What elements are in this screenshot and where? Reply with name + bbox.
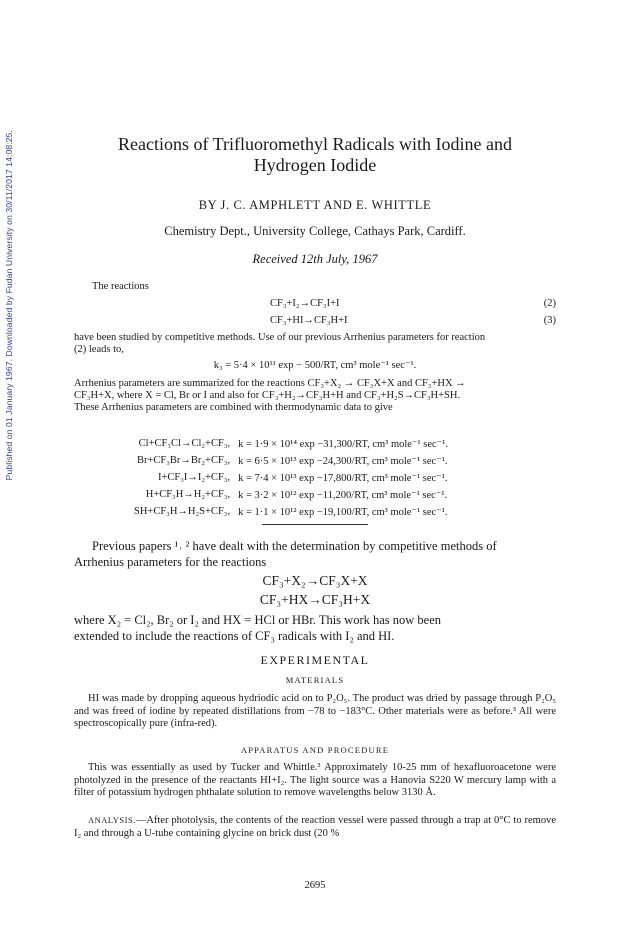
abstract-text-2a: Arrhenius parameters are summarized for the reactions CF₃+X₂ → CF₃X+X and CF₃+HX → [74, 378, 466, 389]
table-row [134, 452, 452, 469]
intro-paragraph-2 [74, 612, 556, 644]
intro-line-3: where X₂ = Cl₂, Br₂ or I₂ and HX = HCl or HBr. This work has now been [74, 613, 442, 627]
authors: BY J. C. AMPHLETT AND E. WHITTLE [198, 198, 432, 212]
abstract-intro: The reactions [92, 281, 149, 292]
paper-title [74, 134, 556, 176]
table-row [134, 503, 452, 520]
rate-reaction: H+CF₃H→H₂+CF₃, [145, 489, 231, 500]
reaction-2-number: (2) [543, 298, 556, 309]
abstract-divider [262, 524, 368, 525]
rate-expression: k = 1·9 × 10¹⁴ exp −31,300/RT, cm³ mole⁻¹ sec⁻¹. [238, 438, 448, 450]
materials-heading: MATERIALS [285, 675, 345, 685]
rate-expression: k = 3·2 × 10¹² exp −11,200/RT, cm³ mole⁻¹ sec⁻¹. [238, 489, 448, 501]
table-row [134, 435, 452, 452]
received-date: Received 12th July, 1967 [252, 252, 378, 266]
affiliation: Chemistry Dept., University College, Cathays Park, Cardiff. [164, 224, 466, 238]
analysis-paragraph [74, 814, 556, 840]
rate-expression: k = 7·4 × 10¹³ exp −17,800/RT, cm³ mole⁻¹ sec⁻¹. [238, 472, 448, 484]
k3-expression: k₃ = 5·4 × 10¹¹ exp − 500/RT, cm³ mole⁻¹ sec⁻¹. [213, 360, 417, 371]
intro-equation-1: CF₃+X₂→CF₃X+X [262, 573, 368, 588]
title-line-1: Reactions of Trifluoromethyl Radicals with Iodine and [118, 134, 512, 154]
intro-paragraph-1 [74, 538, 556, 570]
experimental-heading: EXPERIMENTAL [260, 653, 370, 667]
rate-reaction: SH+CF₃H→H₂S+CF₃, [134, 506, 231, 517]
apparatus-heading: APPARATUS AND PROCEDURE [240, 745, 390, 755]
analysis-text: —After photolysis, the contents of the reaction vessel were passed through a trap at 0°C to remove I₂ and through a U-tube containing glycine on brick dust (20 % [74, 815, 556, 839]
rate-constant-table [134, 435, 452, 520]
intro-line-2: Arrhenius parameters for the reactions [74, 555, 267, 569]
rate-reaction: Br+CF₃Br→Br₂+CF₃, [136, 455, 231, 466]
title-line-2: Hydrogen Iodide [253, 155, 377, 175]
materials-paragraph: HI was made by dropping aqueous hydriodic acid on to P₂O₅. The product was dried by passage through P₂O₅ and was freed of iodine by repeated distillations from −78 to −183°C. Other materials were as before.³ All were spectroscopically pure (infra-red). [74, 693, 556, 729]
rate-expression: k = 6·5 × 10¹³ exp −24,300/RT, cm³ mole⁻¹ sec⁻¹. [238, 455, 448, 467]
abstract-text-1b: (2) leads to, [74, 344, 124, 355]
reaction-3-equation: CF₃+HI→CF₃H+I [270, 315, 348, 326]
intro-line-4: extended to include the reactions of CF₃ radicals with I₂ and HI. [74, 629, 395, 643]
rate-reaction: Cl+CF₃Cl→Cl₂+CF₃, [138, 438, 231, 449]
abstract-text-2b: CF₃H+X, where X = Cl, Br or I and also for CF₃+H₂→CF₃H+H and CF₃+H₂S→CF₃H+SH. [74, 390, 461, 401]
reaction-2 [270, 298, 556, 309]
abstract-text-1a: have been studied by competitive methods. Use of our previous Arrhenius parameters for reaction [74, 332, 486, 343]
download-watermark: Published on 01 January 1967. Downloaded by Fudan University on 30/11/2017 14:08:25. [4, 130, 14, 481]
page-number: 2695 [304, 880, 326, 891]
reaction-3-number: (3) [543, 315, 556, 326]
apparatus-paragraph: This was essentially as used by Tucker and Whittle.³ Approximately 10-25 mm of hexafluoroacetone were photolyzed in the presence of the reactants HI+I₂. The light source was a Hanovia S220 W mercury lamp with a filter of potassium hydrogen phthalate solution to remove wavelengths below 3130 Å. [74, 762, 556, 798]
reaction-3 [270, 315, 556, 326]
rate-expression: k = 1·1 × 10¹² exp −19,100/RT, cm³ mole⁻¹ sec⁻¹. [238, 506, 448, 518]
abstract-text-1 [74, 332, 556, 356]
abstract-text-2 [74, 378, 556, 414]
rate-reaction: I+CF₃I→I₂+CF₃, [157, 472, 231, 483]
abstract-text-2c: These Arrhenius parameters are combined with thermodynamic data to give [74, 402, 393, 413]
reaction-2-equation: CF₃+I₂→CF₃I+I [270, 298, 340, 309]
table-row [134, 486, 452, 503]
intro-line-1: Previous papers ¹˒ ² have dealt with the determination by competitive methods of [92, 539, 497, 553]
analysis-label: ANALYSIS. [88, 815, 136, 825]
intro-equation-2: CF₃+HX→CF₃H+X [259, 592, 371, 607]
table-row [134, 469, 452, 486]
